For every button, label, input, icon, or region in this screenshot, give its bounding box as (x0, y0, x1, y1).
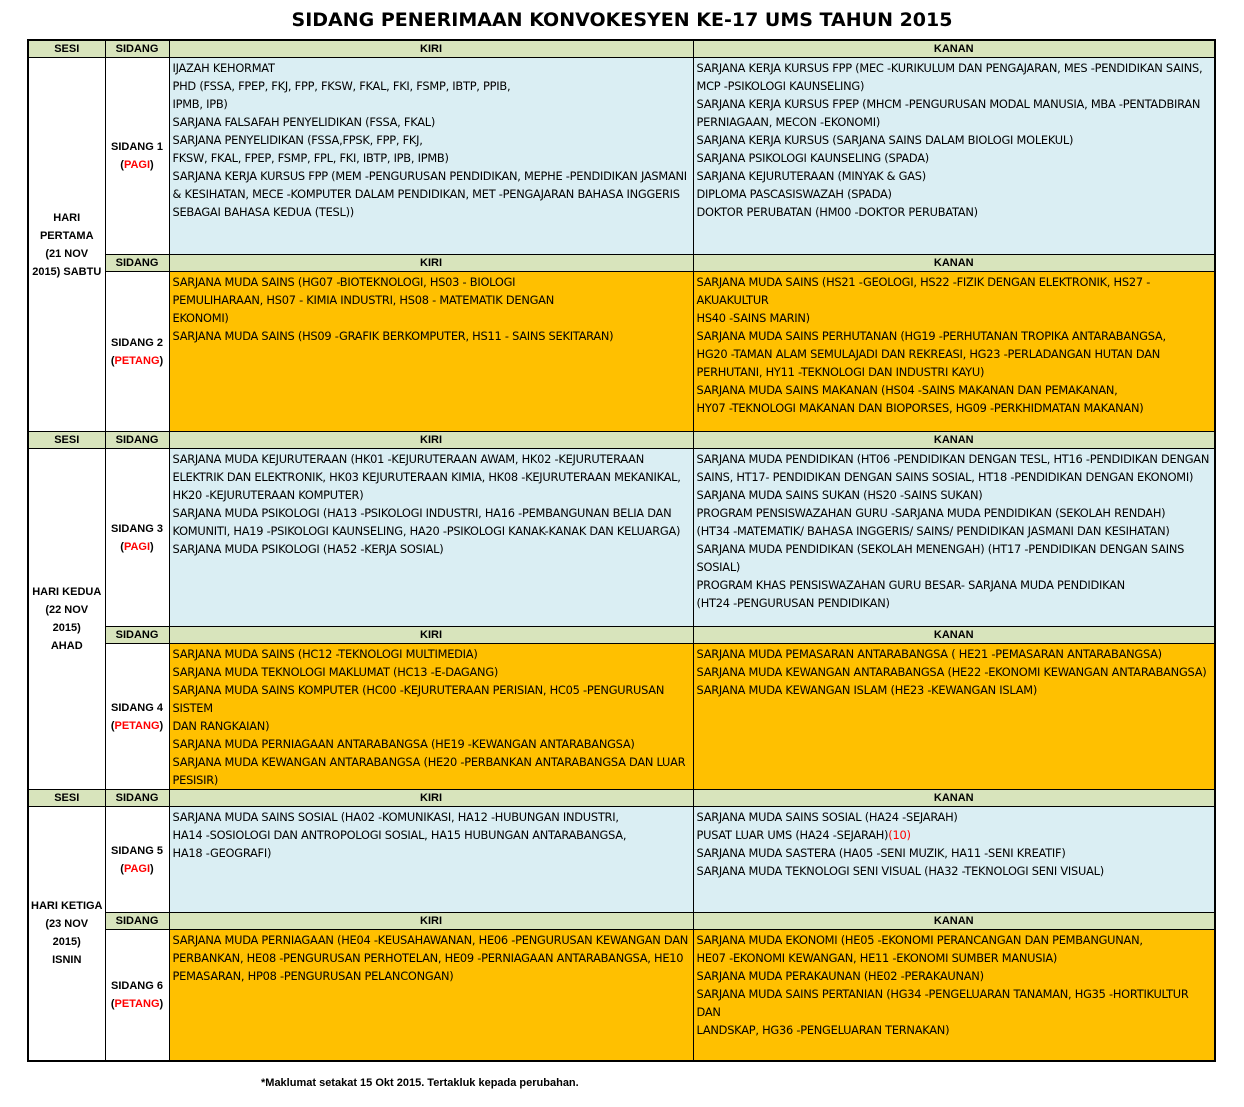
session-5-label (105, 807, 169, 913)
programme-text: PEMULIHARAAN, HS07 - KIMIA INDUSTRI, HS08 - MATEMATIK DENGAN (172, 293, 554, 307)
header-row (28, 40, 1215, 58)
session-5-kanan-programmes (693, 807, 1215, 913)
programme-line (697, 345, 1215, 363)
session-time-word: PAGI (123, 540, 151, 553)
session-1-label (105, 58, 169, 255)
programme-line (173, 273, 693, 291)
session-row (28, 272, 1215, 432)
programme-line (173, 663, 693, 681)
programme-text: SARJANA MUDA PSIKOLOGI (HA52 -KERJA SOSIAL) (172, 542, 444, 556)
programme-line (173, 645, 693, 663)
programme-text: ELEKTRIK DAN ELEKTRONIK, HK03 KEJURUTERAAN KIMIA, HK08 -KEJURUTERAAN MEKANIKAL, (172, 470, 681, 484)
header-kiri: KIRI (169, 432, 693, 449)
header-sidang: SIDANG (105, 255, 169, 272)
day-label-line: 2015) (52, 622, 81, 634)
programme-text: EKONOMI) (172, 311, 229, 325)
programme-line (173, 967, 693, 985)
programme-line (173, 522, 693, 540)
programme-text: SARJANA MUDA SAINS SOSIAL (HA02 -KOMUNIKASI, HA12 -HUBUNGAN INDUSTRI, (172, 810, 619, 824)
programme-text: SARJANA MUDA PENDIDIKAN (HT06 -PENDIDIKAN DENGAN TESL, HT16 -PENDIDIKAN DENGAN (696, 452, 1210, 466)
header-row (28, 913, 1215, 930)
header-sidang: SIDANG (105, 790, 169, 807)
session-name: SIDANG 4 (111, 701, 163, 714)
session-3-kiri-programmes (169, 449, 693, 627)
day-label-line: AHAD (50, 640, 83, 652)
programme-line (697, 645, 1215, 663)
day-label-line: HARI KETIGA (31, 900, 103, 913)
programme-line (697, 399, 1215, 417)
count-note: (10) (888, 828, 911, 842)
session-3-label (105, 449, 169, 627)
session-time: (PETANG) (110, 719, 164, 732)
programme-text: IPMB, IPB) (172, 97, 228, 111)
programme-line (697, 522, 1215, 540)
programme-line (173, 95, 693, 113)
programme-line (173, 327, 693, 345)
session-2-label (105, 272, 169, 432)
programme-line (697, 844, 1215, 862)
page-title: SIDANG PENERIMAAN KONVOKESYEN KE-17 UMS TAHUN 2015 (291, 9, 953, 31)
programme-text: FKSW, FKAL, FPEP, FSMP, FPL, FKI, IBTP, IPB, IPMB) (172, 151, 449, 165)
programme-text: SARJANA MUDA TEKNOLOGI SENI VISUAL (HA32 -TEKNOLOGI SENI VISUAL) (696, 864, 1104, 878)
day-label-line: HARI (53, 211, 81, 224)
day-label-line: (21 NOV (45, 247, 89, 260)
programme-line (697, 1021, 1215, 1039)
programme-text: (HT34 -MATEMATIK/ BAHASA INGGERIS/ SAINS/ PENDIDIKAN JASMANI DAN KESIHATAN) (696, 524, 1170, 538)
header-row (28, 432, 1215, 449)
programme-line (697, 985, 1215, 1021)
header-sidang: SIDANG (105, 913, 169, 930)
programme-line (697, 185, 1215, 203)
header-sesi: SESI (28, 790, 105, 807)
programme-text: SARJANA KERJA KURSUS FPP (MEM -PENGURUSAN PENDIDIKAN, MEPHE -PENDIDIKAN JASMANI (172, 169, 687, 183)
programme-line (173, 203, 693, 221)
programme-text: HE07 -EKONOMI KEWANGAN, HE11 -EKONOMI SUMBER MANUSIA) (696, 951, 1058, 965)
session-name: SIDANG 1 (111, 141, 163, 153)
header-sidang: SIDANG (105, 627, 169, 644)
programme-text: SARJANA MUDA PERAKAUNAN (HE02 -PERAKAUNAN) (696, 969, 984, 983)
programme-line (173, 291, 693, 309)
programme-line (697, 808, 1215, 826)
programme-line (697, 594, 1215, 612)
programme-line (173, 844, 693, 862)
programme-line (173, 486, 693, 504)
session-4-kanan-programmes (693, 644, 1215, 790)
day-label-line: (22 NOV (45, 604, 89, 616)
programme-text: DAN RANGKAIAN) (172, 719, 270, 733)
programme-line (173, 77, 693, 95)
header-kanan: KANAN (693, 913, 1215, 930)
session-time-word: PETANG (114, 719, 160, 732)
programme-text: HK20 -KEJURUTERAAN KOMPUTER) (172, 488, 364, 502)
programme-text: SARJANA PSIKOLOGI KAUNSELING (SPADA) (696, 151, 929, 165)
session-time-word: PETANG (114, 354, 160, 367)
header-sidang: SIDANG (105, 432, 169, 449)
programme-line (697, 540, 1215, 576)
programme-line (173, 771, 693, 789)
programme-text: PROGRAM PENSISWAZAHAN GURU -SARJANA MUDA PENDIDIKAN (SEKOLAH RENDAH) (696, 506, 1166, 520)
programme-text: SARJANA MUDA SAINS (HC12 -TEKNOLOGI MULTIMEDIA) (172, 647, 478, 661)
programme-text: SARJANA KEJURUTERAAN (MINYAK & GAS) (696, 169, 926, 183)
header-sesi: SESI (28, 40, 105, 58)
session-6-kiri-programmes (169, 930, 693, 1061)
programme-line (697, 59, 1215, 77)
header-kanan: KANAN (693, 627, 1215, 644)
programme-line (173, 735, 693, 753)
programme-text: SARJANA MUDA KEWANGAN ISLAM (HE23 -KEWANGAN ISLAM) (696, 683, 1038, 697)
programme-line (173, 185, 693, 203)
programme-line (697, 149, 1215, 167)
programme-line (173, 717, 693, 735)
programme-line (173, 504, 693, 522)
header-sidang: SIDANG (105, 40, 169, 58)
programme-text: PERHUTANI, HY11 -TEKNOLOGI DAN INDUSTRI KAYU) (696, 365, 985, 379)
programme-text: PESISIR) (172, 773, 219, 787)
session-3-kanan-programmes (693, 449, 1215, 627)
session-name: SIDANG 5 (111, 844, 163, 857)
day-label (28, 58, 105, 432)
programme-line (173, 826, 693, 844)
session-1-kanan-programmes (693, 58, 1215, 255)
session-name: SIDANG 2 (111, 336, 163, 349)
programme-text: MCP -PSIKOLOGI KAUNSELING) (696, 79, 865, 93)
programme-line (697, 967, 1215, 985)
programme-text: SARJANA MUDA SAINS (HS09 -GRAFIK BERKOMPUTER, HS11 - SAINS SEKITARAN) (172, 329, 614, 343)
programme-text: SARJANA MUDA SASTERA (HA05 -SENI MUZIK, HA11 -SENI KREATIF) (696, 846, 1066, 860)
session-time-word: PETANG (114, 997, 160, 1010)
programme-text: SARJANA MUDA KEWANGAN ANTARABANGSA (HE20 -PERBANKAN ANTARABANGSA DAN LUAR (172, 755, 686, 769)
programme-text: SARJANA MUDA SAINS SOSIAL (HA24 -SEJARAH) (696, 810, 958, 824)
programme-text: KOMUNITI, HA19 -PSIKOLOGI KAUNSELING, HA20 -PSIKOLOGI KANAK-KANAK DAN KELUARGA) (172, 524, 681, 538)
programme-line (697, 949, 1215, 967)
programme-text: HG20 -TAMAN ALAM SEMULAJADI DAN REKREASI, HG23 -PERLADANGAN HUTAN DAN (696, 347, 1161, 361)
programme-text: LANDSKAP, HG36 -PENGELUARAN TERNAKAN) (696, 1023, 950, 1037)
programme-line (697, 663, 1215, 681)
programme-line (173, 540, 693, 558)
programme-text: PEMASARAN, HP08 -PENGURUSAN PELANCONGAN) (172, 969, 454, 983)
session-row (28, 807, 1215, 913)
programme-text: PHD (FSSA, FPEP, FKJ, FPP, FKSW, FKAL, FKI, FSMP, IBTP, PPIB, (172, 79, 511, 93)
programme-text: SARJANA MUDA PERNIAGAAN (HE04 -KEUSAHAWANAN, HE06 -PENGURUSAN KEWANGAN DAN (172, 933, 689, 947)
header-kanan: KANAN (693, 255, 1215, 272)
session-4-kiri-programmes (169, 644, 693, 790)
session-2-kiri-programmes (169, 272, 693, 432)
programme-line (173, 450, 693, 468)
programme-line (173, 808, 693, 826)
programme-line (697, 309, 1215, 327)
session-row (28, 58, 1215, 255)
programme-text: SARJANA KERJA KURSUS FPP (MEC -KURIKULUM DAN PENGAJARAN, MES -PENDIDIKAN SAINS, (696, 61, 1203, 75)
session-row (28, 644, 1215, 790)
programme-line (697, 381, 1215, 399)
header-kanan: KANAN (693, 40, 1215, 58)
session-5-kiri-programmes (169, 807, 693, 913)
programme-line (697, 931, 1215, 949)
programme-text: SARJANA MUDA PENDIDIKAN (SEKOLAH MENENGAH) (HT17 -PENDIDIKAN DENGAN SAINS SOSIAL) (696, 542, 1185, 574)
programme-text: SARJANA MUDA SAINS KOMPUTER (HC00 -KEJURUTERAAN PERISIAN, HC05 -PENGURUSAN SISTEM (172, 683, 665, 715)
programme-line (697, 681, 1215, 699)
programme-text: SARJANA MUDA SAINS PERTANIAN (HG34 -PENGELUARAN TANAMAN, HG35 -HORTIKULTUR DAN (696, 987, 1189, 1019)
day-label-line: 2015) (52, 936, 81, 949)
day-label-line: (23 NOV (45, 918, 89, 931)
session-time: (PAGI) (120, 540, 154, 553)
programme-text: SARJANA MUDA TEKNOLOGI MAKLUMAT (HC13 -E-DAGANG) (172, 665, 499, 679)
programme-text: SARJANA MUDA SAINS (HS21 -GEOLOGI, HS22 -FIZIK DENGAN ELEKTRONIK, HS27 -AKUAKULTUR (696, 275, 1151, 307)
programme-line (173, 949, 693, 967)
programme-line (173, 167, 693, 185)
programme-text: PERBANKAN, HE08 -PENGURUSAN PERHOTELAN, HE09 -PERNIAGAAN ANTARABANGSA, HE10 (172, 951, 684, 965)
programme-line (173, 681, 693, 717)
session-4-label (105, 644, 169, 790)
programme-line (697, 131, 1215, 149)
programme-text: HA18 -GEOGRAFI) (172, 846, 272, 860)
programme-text: SARJANA KERJA KURSUS FPEP (MHCM -PENGURUSAN MODAL MANUSIA, MBA -PENTADBIRAN (696, 97, 1201, 111)
session-1-kiri-programmes (169, 58, 693, 255)
session-row (28, 449, 1215, 627)
programme-text: SARJANA FALSAFAH PENYELIDIKAN (FSSA, FKAL) (172, 115, 436, 129)
header-row (28, 627, 1215, 644)
day-label-line: ISNIN (52, 954, 82, 967)
programme-text: SARJANA MUDA SAINS (HG07 -BIOTEKNOLOGI, HS03 - BIOLOGI (172, 275, 516, 289)
session-2-kanan-programmes (693, 272, 1215, 432)
programme-text: PROGRAM KHAS PENSISWAZAHAN GURU BESAR- SARJANA MUDA PENDIDIKAN (696, 578, 1125, 592)
session-time: (PAGI) (120, 862, 154, 875)
programme-text: & KESIHATAN, MECE -KOMPUTER DALAM PENDIDIKAN, MET -PENGAJARAN BAHASA INGGERIS (172, 187, 680, 201)
programme-text: IJAZAH KEHORMAT (172, 61, 275, 75)
programme-line (697, 113, 1215, 131)
session-time-word: PAGI (123, 862, 151, 875)
programme-text: HA14 -SOSIOLOGI DAN ANTROPOLOGI SOSIAL, HA15 HUBUNGAN ANTARABANGSA, (172, 828, 627, 842)
programme-text: SARJANA MUDA SAINS PERHUTANAN (HG19 -PERHUTANAN TROPIKA ANTARABANGSA, (696, 329, 1166, 343)
programme-text: SAINS, HT17- PENDIDIKAN DENGAN SAINS SOSIAL, HT18 -PENDIDIKAN DENGAN EKONOMI) (696, 470, 1194, 484)
day-label-line: PERTAMA (39, 229, 94, 242)
session-time-word: PAGI (123, 159, 151, 171)
programme-line (173, 309, 693, 327)
session-row (28, 930, 1215, 1061)
session-name: SIDANG 3 (111, 522, 163, 535)
programme-text: HS40 -SAINS MARIN) (696, 311, 810, 325)
programme-text: SARJANA MUDA KEJURUTERAAN (HK01 -KEJURUTERAAN AWAM, HK02 -KEJURUTERAAN (172, 452, 644, 466)
programme-line (697, 862, 1215, 880)
programme-line (173, 113, 693, 131)
header-row (28, 255, 1215, 272)
programme-text: SEBAGAI BAHASA KEDUA (TESL)) (172, 205, 355, 219)
programme-text: DOKTOR PERUBATAN (HM00 -DOKTOR PERUBATAN) (696, 205, 978, 219)
day-label-line: 2015) SABTU (32, 265, 102, 278)
header-kiri: KIRI (169, 913, 693, 930)
programme-text: SARJANA MUDA PEMASARAN ANTARABANGSA ( HE21 -PEMASARAN ANTARABANGSA) (696, 647, 1162, 661)
header-kanan: KANAN (693, 432, 1215, 449)
programme-text: PERNIAGAAN, MECON -EKONOMI) (696, 115, 881, 129)
programme-line (697, 95, 1215, 113)
programme-line (697, 450, 1215, 468)
day-label-line: HARI KEDUA (32, 586, 102, 598)
programme-line (173, 468, 693, 486)
programme-line (697, 826, 1215, 844)
day-label (28, 807, 105, 1061)
programme-text: SARJANA MUDA SAINS MAKANAN (HS04 -SAINS MAKANAN DAN PEMAKANAN, (696, 383, 1118, 397)
session-6-label (105, 930, 169, 1061)
header-kanan: KANAN (693, 790, 1215, 807)
header-kiri: KIRI (169, 255, 693, 272)
programme-text: SARJANA MUDA EKONOMI (HE05 -EKONOMI PERANCANGAN DAN PEMBANGUNAN, (696, 933, 1143, 947)
programme-line (173, 753, 693, 771)
session-time: (PETANG) (110, 354, 164, 367)
programme-text: SARJANA KERJA KURSUS (SARJANA SAINS DALAM BIOLOGI MOLEKUL) (696, 133, 1074, 147)
programme-text: (HT24 -PENGURUSAN PENDIDIKAN) (696, 596, 890, 610)
day-label (28, 449, 105, 790)
programme-line (697, 504, 1215, 522)
header-kiri: KIRI (169, 790, 693, 807)
programme-text: HY07 -TEKNOLOGI MAKANAN DAN BIOPORSES, HG09 -PERKHIDMATAN MAKANAN) (696, 401, 1144, 415)
programme-line (697, 273, 1215, 309)
programme-line (173, 59, 693, 77)
programme-line (173, 149, 693, 167)
schedule-table (27, 39, 1216, 1062)
programme-line (697, 327, 1215, 345)
programme-line (173, 131, 693, 149)
header-kiri: KIRI (169, 40, 693, 58)
session-time: (PAGI) (120, 159, 154, 171)
session-name: SIDANG 6 (111, 979, 163, 992)
programme-line (697, 363, 1215, 381)
header-row (28, 790, 1215, 807)
header-kiri: KIRI (169, 627, 693, 644)
footnote: *Maklumat setakat 15 Okt 2015. Tertakluk kepada perubahan. (261, 1077, 579, 1089)
programme-line (697, 468, 1215, 486)
programme-line (697, 77, 1215, 95)
programme-text: SARJANA PENYELIDIKAN (FSSA,FPSK, FPP, FKJ, (172, 133, 423, 147)
header-sesi: SESI (28, 432, 105, 449)
programme-text: SARJANA MUDA SAINS SUKAN (HS20 -SAINS SUKAN) (696, 488, 983, 502)
programme-line (697, 203, 1215, 221)
programme-text: SARJANA MUDA KEWANGAN ANTARABANGSA (HE22 -EKONOMI KEWANGAN ANTARABANGSA) (696, 665, 1207, 679)
session-6-kanan-programmes (693, 930, 1215, 1061)
session-time: (PETANG) (110, 997, 164, 1010)
programme-text: DIPLOMA PASCASISWAZAH (SPADA) (696, 187, 892, 201)
programme-text: SARJANA MUDA PSIKOLOGI (HA13 -PSIKOLOGI INDUSTRI, HA16 -PEMBANGUNAN BELIA DAN (172, 506, 672, 520)
programme-line (697, 167, 1215, 185)
programme-text: PUSAT LUAR UMS (HA24 -SEJARAH) (696, 828, 889, 842)
programme-text: SARJANA MUDA PERNIAGAAN ANTARABANGSA (HE19 -KEWANGAN ANTARABANGSA) (172, 737, 635, 751)
programme-line (697, 486, 1215, 504)
programme-line (697, 576, 1215, 594)
programme-line (173, 931, 693, 949)
